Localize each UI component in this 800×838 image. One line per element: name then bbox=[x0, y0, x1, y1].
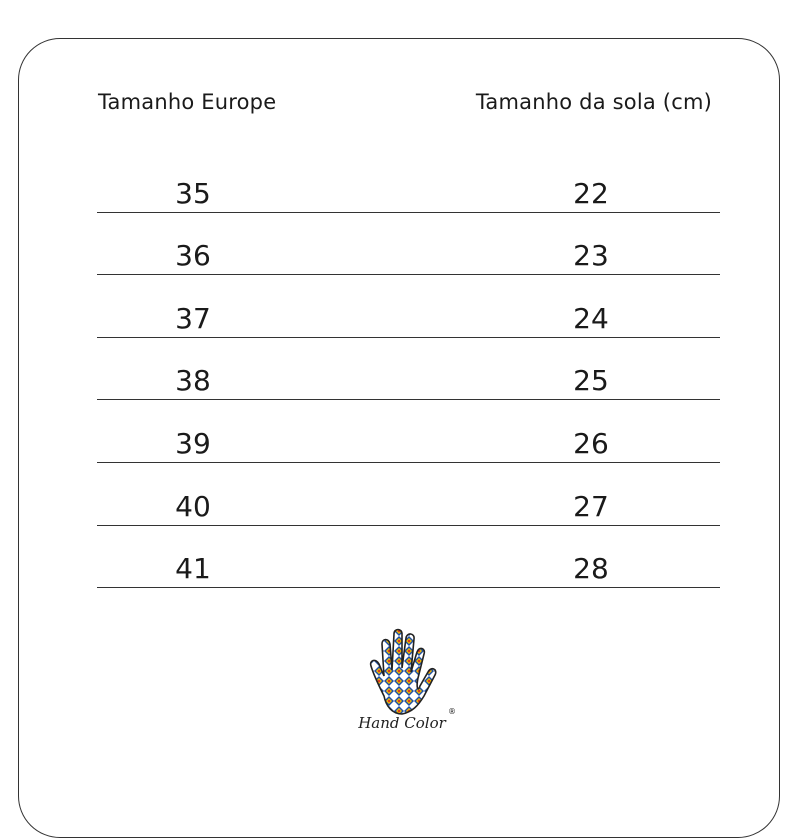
sole-length-cell: 23 bbox=[573, 239, 609, 273]
europe-size-cell: 38 bbox=[175, 364, 211, 398]
table-row bbox=[97, 338, 720, 401]
europe-size-cell: 40 bbox=[175, 489, 211, 523]
size-table bbox=[97, 150, 720, 588]
sole-length-cell: 28 bbox=[573, 552, 609, 586]
table-row bbox=[97, 400, 720, 463]
europe-size-cell: 39 bbox=[175, 426, 211, 460]
header-sole-length: Tamanho da sola (cm) bbox=[475, 90, 712, 114]
sole-length-cell: 22 bbox=[573, 176, 609, 210]
table-row bbox=[97, 275, 720, 338]
europe-size-cell: 37 bbox=[175, 301, 211, 335]
sole-length-cell: 25 bbox=[573, 364, 609, 398]
table-row bbox=[97, 213, 720, 276]
brand-logo bbox=[344, 626, 460, 738]
europe-size-cell: 35 bbox=[175, 176, 211, 210]
header-europe-size: Tamanho Europe bbox=[98, 90, 277, 114]
hand-mosaic-icon bbox=[344, 626, 460, 738]
table-row bbox=[97, 463, 720, 526]
sole-length-cell: 26 bbox=[573, 426, 609, 460]
europe-size-cell: 41 bbox=[175, 552, 211, 586]
registered-mark: ® bbox=[448, 707, 456, 716]
table-row bbox=[97, 150, 720, 213]
logo-wordmark: Hand Color bbox=[358, 714, 446, 732]
table-row bbox=[97, 526, 720, 589]
sole-length-cell: 24 bbox=[573, 301, 609, 335]
europe-size-cell: 36 bbox=[175, 239, 211, 273]
sole-length-cell: 27 bbox=[573, 489, 609, 523]
